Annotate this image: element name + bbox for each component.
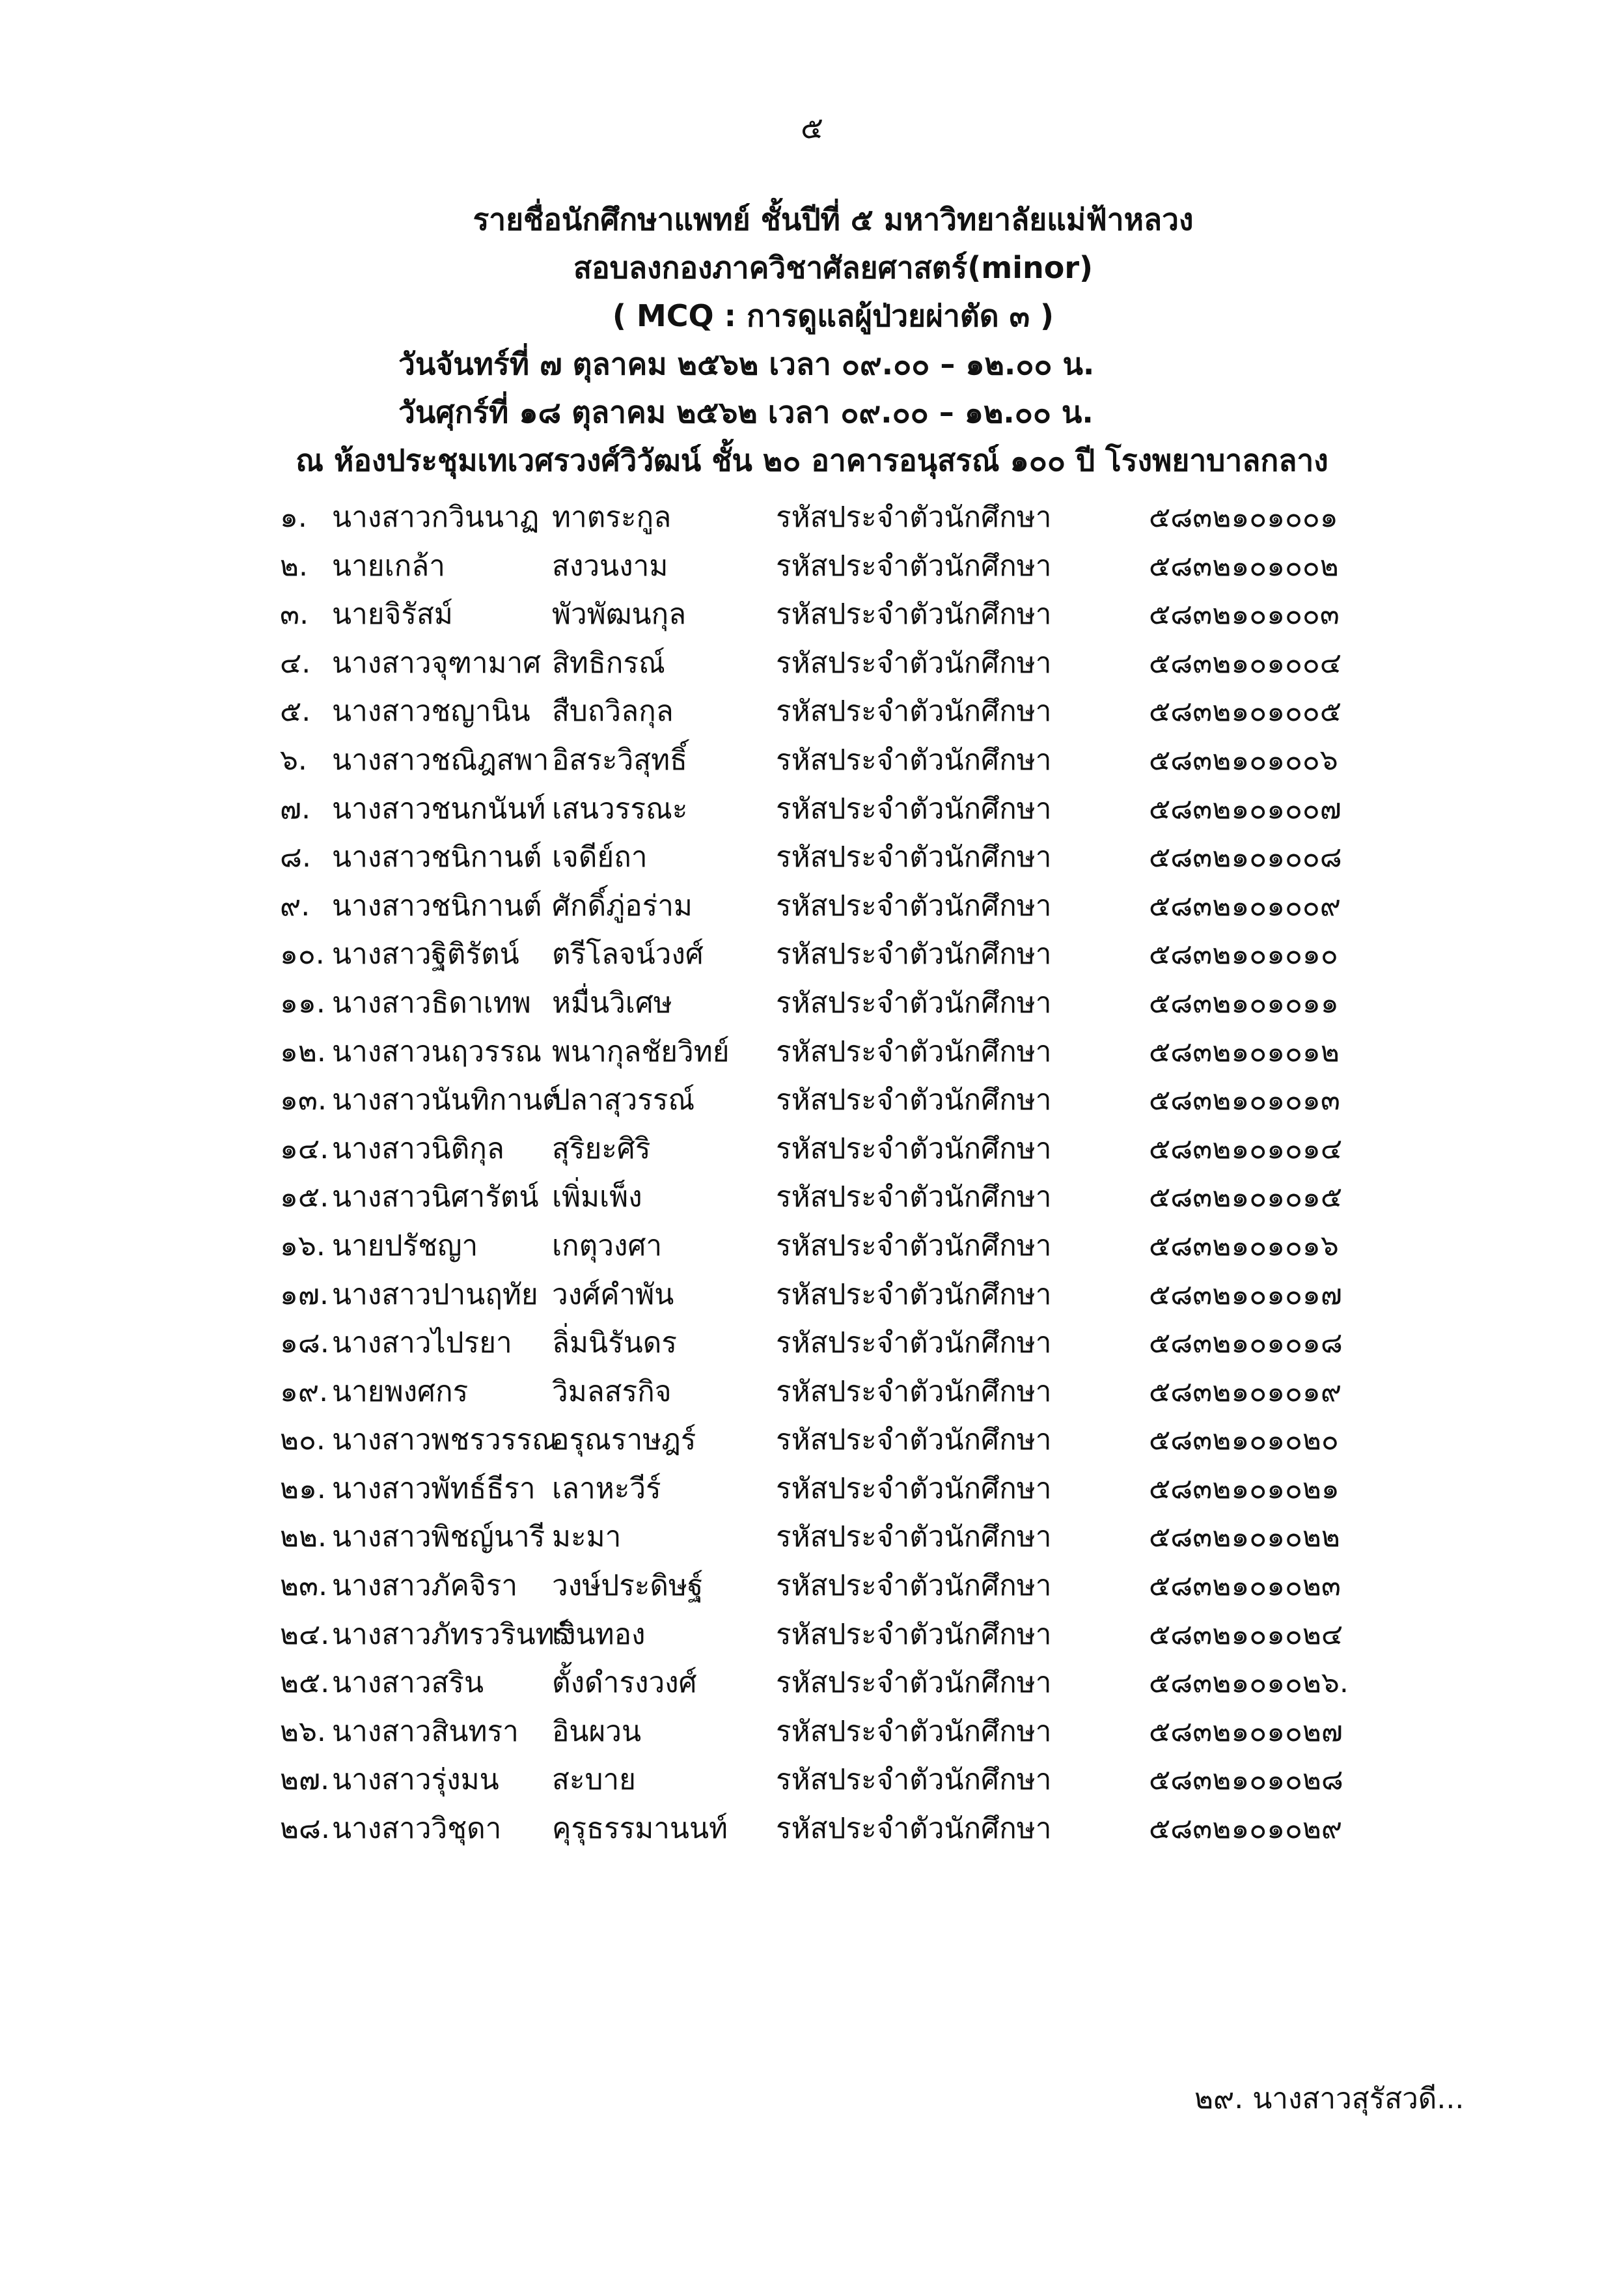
student-last-name: คุรุธรรมานนท์ [552,1812,728,1846]
student-row [280,494,1432,542]
student-number: ๑๖. [280,1229,325,1262]
student-id-label: รหัสประจำตัวนักศึกษา [776,1617,1052,1651]
student-first-name: นางสาวภัทรวรินทร์ [332,1617,570,1651]
student-number: ๑๓. [280,1083,327,1117]
student-id-label: รหัสประจำตัวนักศึกษา [776,549,1052,583]
student-id-label: รหัสประจำตัวนักศึกษา [776,1812,1052,1846]
schedule-session-1: วันจันทร์ที่ ๗ ตุลาคม ๒๕๖๒ เวลา ๐๙.๐๐ – ๑๒.๐๐ น. [398,346,1095,382]
student-row [280,542,1432,591]
student-id: ๕๘๓๒๑๐๑๐๐๖ [1149,743,1338,777]
student-id: ๕๘๓๒๑๐๑๐๑๒ [1149,1035,1340,1068]
student-id-label: รหัสประจำตัวนักศึกษา [776,938,1052,971]
student-row [280,1173,1432,1222]
heading-title-text: รายชื่อนักศึกษาแพทย์ ชั้นปีที่ ๕ มหาวิทยาลัยแม่ฟ้าหลวง [473,202,1194,237]
student-first-name: นางสาวจุฑามาศ [332,646,542,680]
student-id-label: รหัสประจำตัวนักศึกษา [776,1229,1052,1262]
student-first-name: นายเกล้า [332,549,445,583]
student-last-name: ทาตระกูล [552,501,672,534]
student-number: ๒๒. [280,1520,327,1554]
student-first-name: นางสาวกวินนาฏ [332,501,540,534]
student-number: ๑๗. [280,1277,329,1311]
student-last-name: พนากุลชัยวิทย์ [552,1035,730,1068]
student-id: ๕๘๓๒๑๐๑๐๐๔ [1149,646,1342,680]
student-row [280,1513,1432,1562]
student-first-name: นางสาวสริน [332,1666,484,1700]
student-number: ๒๖. [280,1714,326,1748]
student-id: ๕๘๓๒๑๐๑๐๑๖ [1149,1229,1339,1262]
student-row [280,639,1432,688]
student-id-label: รหัสประจำตัวนักศึกษา [776,1132,1052,1165]
student-last-name: เงินทอง [552,1617,646,1651]
student-last-name: ปลาสุวรรณ์ [552,1083,695,1117]
student-number: ๒๑. [280,1471,326,1505]
student-id-label: รหัสประจำตัวนักศึกษา [776,1666,1052,1700]
student-id-label: รหัสประจำตัวนักศึกษา [776,1569,1052,1603]
student-id: ๕๘๓๒๑๐๑๐๐๑ [1149,501,1338,534]
student-row [280,591,1432,639]
student-id-label: รหัสประจำตัวนักศึกษา [776,986,1052,1020]
student-last-name: เพิ่มเพ็ง [552,1180,642,1214]
student-id-label: รหัสประจำตัวนักศึกษา [776,1714,1052,1748]
student-row [280,1028,1432,1077]
student-first-name: นางสาวชญานิน [332,695,530,729]
student-row [280,785,1432,834]
student-row [280,1271,1432,1320]
student-id-label: รหัสประจำตัวนักศึกษา [776,1180,1052,1214]
student-id: ๕๘๓๒๑๐๑๐๐๒ [1149,549,1339,583]
student-last-name: อิสระวิสุทธิ์ [552,743,687,777]
student-row [280,1125,1432,1174]
student-number: ๒๔. [280,1617,330,1651]
page-number: ๕ [801,110,823,145]
student-last-name: เกตุวงศา [552,1229,663,1262]
student-first-name: นางสาววิชุดา [332,1812,502,1846]
student-row [280,979,1432,1028]
student-last-name: มะมา [552,1520,622,1554]
student-id: ๕๘๓๒๑๐๑๐๒๐ [1149,1423,1339,1457]
student-id-label: รหัสประจำตัวนักศึกษา [776,501,1052,534]
student-first-name: นางสาวฐิติรัตน์ [332,938,519,971]
student-id-label: รหัสประจำตัวนักศึกษา [776,1083,1052,1117]
student-row [280,688,1432,736]
student-id-label: รหัสประจำตัวนักศึกษา [776,743,1052,777]
student-first-name: นางสาวพชรวรรณ [332,1423,558,1457]
student-id: ๕๘๓๒๑๐๑๐๑๔ [1149,1132,1343,1165]
student-id: ๕๘๓๒๑๐๑๐๒๑ [1149,1471,1340,1505]
student-first-name: นางสาวชนกนันท์ [332,792,546,826]
student-number: ๖. [280,743,307,777]
heading-title [195,195,1471,244]
student-row [280,882,1432,931]
student-id: ๕๘๓๒๑๐๑๐๑๐ [1149,938,1338,971]
student-last-name: อินผวน [552,1714,642,1748]
student-number: ๗. [280,792,311,826]
student-first-name: นางสาวรุ่งมน [332,1763,499,1797]
student-number: ๒๕. [280,1666,330,1700]
student-row [280,1368,1432,1417]
student-row [280,1659,1432,1708]
student-id-label: รหัสประจำตัวนักศึกษา [776,598,1052,632]
student-number: ๑. [280,501,307,534]
student-number: ๒๗. [280,1763,330,1797]
student-number: ๑๘. [280,1326,329,1360]
student-id: ๕๘๓๒๑๐๑๐๑๕ [1149,1180,1343,1214]
student-first-name: นางสาวพัทธ์ธีรา [332,1471,536,1505]
student-id-label: รหัสประจำตัวนักศึกษา [776,646,1052,680]
student-first-name: นางสาวนิติกุล [332,1132,504,1165]
heading-exam [195,292,1471,340]
heading-subject-text: สอบลงกองภาควิชาศัลยศาสตร์(minor) [573,250,1094,285]
student-last-name: เจดีย์ถา [552,841,648,874]
student-id: ๕๘๓๒๑๐๑๐๒๓ [1149,1569,1341,1603]
student-row [280,1076,1432,1125]
student-id: ๕๘๓๒๑๐๑๐๐๗ [1149,792,1342,826]
student-number: ๔. [280,646,311,680]
student-id-label: รหัสประจำตัวนักศึกษา [776,792,1052,826]
student-last-name: ศักดิ์ภู่อร่าม [552,889,693,923]
student-row [280,1611,1432,1660]
student-last-name: สะบาย [552,1763,636,1797]
student-first-name: นางสาวสินทรา [332,1714,519,1748]
student-row [280,1416,1432,1465]
student-first-name: นางสาวภัคจิรา [332,1569,518,1603]
student-id-label: รหัสประจำตัวนักศึกษา [776,841,1052,874]
student-number: ๓. [280,598,309,632]
student-last-name: วิมลสรกิจ [552,1374,672,1408]
student-id: ๕๘๓๒๑๐๑๐๒๔ [1149,1617,1343,1651]
student-last-name: สุริยะศิริ [552,1132,651,1165]
student-number: ๒๓. [280,1569,328,1603]
heading-subject [195,244,1471,292]
student-number: ๕. [280,695,311,729]
student-row [280,1319,1432,1368]
student-id: ๕๘๓๒๑๐๑๐๑๗ [1149,1277,1342,1311]
student-id-label: รหัสประจำตัวนักศึกษา [776,1520,1052,1554]
student-row [280,736,1432,785]
student-row [280,1222,1432,1271]
heading-exam-text: ( MCQ : การดูแลผู้ป่วยผ่าตัด ๓ ) [612,298,1054,333]
student-last-name: วงษ์ประดิษฐ์ [552,1569,704,1603]
student-last-name: สิทธิกรณ์ [552,646,665,680]
student-last-name: ตรีโลจน์วงศ์ [552,938,704,971]
student-number: ๑๔. [280,1132,329,1165]
student-last-name: วงศ์คำพัน [552,1277,674,1311]
student-first-name: นางสาวนันทิกานต์ [332,1083,561,1117]
student-id-label: รหัสประจำตัวนักศึกษา [776,1277,1052,1311]
student-first-name: นางสาวไปรยา [332,1326,512,1360]
student-number: ๘. [280,841,311,874]
student-first-name: นางสาวชณิฎสพา [332,743,549,777]
student-first-name: นางสาวนฤวรรณ [332,1035,542,1068]
student-row [280,833,1432,882]
student-id: ๕๘๓๒๑๐๑๐๐๘ [1149,841,1342,874]
student-first-name: นางสาวปานฤทัย [332,1277,538,1311]
student-first-name: นางสาวพิชญ์นารี [332,1520,545,1554]
student-first-name: นางสาวชนิกานต์ [332,841,542,874]
student-id-label: รหัสประจำตัวนักศึกษา [776,695,1052,729]
student-list [280,494,1432,1854]
student-number: ๒๘. [280,1812,330,1846]
student-row [280,930,1432,979]
student-row [280,1805,1432,1854]
student-first-name: นายจิรัสม์ [332,598,453,632]
student-id: ๕๘๓๒๑๐๑๐๑๓ [1149,1083,1340,1117]
student-number: ๑๙. [280,1374,329,1408]
student-last-name: หมื่นวิเศษ [552,986,672,1020]
student-id-label: รหัสประจำตัวนักศึกษา [776,1763,1052,1797]
student-id: ๕๘๓๒๑๐๑๐๒๒ [1149,1520,1340,1554]
student-id-label: รหัสประจำตัวนักศึกษา [776,1423,1052,1457]
student-row [280,1465,1432,1514]
student-first-name: นางสาวธิดาเทพ [332,986,531,1020]
student-number: ๑๕. [280,1180,329,1214]
student-id: ๕๘๓๒๑๐๑๐๒๘ [1149,1763,1343,1797]
student-id-label: รหัสประจำตัวนักศึกษา [776,1374,1052,1408]
student-id-label: รหัสประจำตัวนักศึกษา [776,889,1052,923]
student-id: ๕๘๓๒๑๐๑๐๐๙ [1149,889,1341,923]
student-row [280,1708,1432,1757]
student-number: ๙. [280,889,310,923]
student-last-name: ตั้งดำรงวงศ์ [552,1666,697,1700]
student-id: ๕๘๓๒๑๐๑๐๐๕ [1149,695,1342,729]
student-first-name: นายปรัชญา [332,1229,478,1262]
student-last-name: พัวพัฒนกุล [552,598,687,632]
student-first-name: นางสาวชนิกานต์ [332,889,542,923]
student-last-name: สงวนงาม [552,549,668,583]
student-number: ๒๐. [280,1423,325,1457]
student-number: ๑๑. [280,986,325,1020]
student-last-name: อรุณราษฎร์ [552,1423,696,1457]
student-id: ๕๘๓๒๑๐๑๐๑๘ [1149,1326,1343,1360]
student-first-name: นางสาวนิศารัตน์ [332,1180,539,1214]
student-id: ๕๘๓๒๑๐๑๐๒๙ [1149,1812,1343,1846]
student-last-name: เลาหะวีร์ [552,1471,661,1505]
student-first-name: นายพงศกร [332,1374,469,1408]
student-id: ๕๘๓๒๑๐๑๐๑๙ [1149,1374,1342,1408]
student-id: ๕๘๓๒๑๐๑๐๒๗ [1149,1714,1343,1748]
student-id: ๕๘๓๒๑๐๑๐๐๓ [1149,598,1340,632]
continuation-note: ๒๙. นางสาวสุรัสวดี... [1194,2082,1465,2115]
student-row [280,1562,1432,1611]
student-row [280,1756,1432,1805]
student-id: ๕๘๓๒๑๐๑๐๒๖. [1149,1666,1349,1700]
student-id-label: รหัสประจำตัวนักศึกษา [776,1471,1052,1505]
student-last-name: ลิ่มนิรันดร [552,1326,677,1360]
student-number: ๒. [280,549,308,583]
student-id-label: รหัสประจำตัวนักศึกษา [776,1326,1052,1360]
student-last-name: สืบถวิลกุล [552,695,674,729]
student-id-label: รหัสประจำตัวนักศึกษา [776,1035,1052,1068]
exam-venue: ณ ห้องประชุมเทเวศรวงศ์วิวัฒน์ ชั้น ๒๐ อาคารอนุสรณ์ ๑๐๐ ปี โรงพยาบาลกลาง [296,443,1328,478]
student-last-name: เสนวรรณะ [552,792,688,826]
student-number: ๑๐. [280,938,325,971]
student-number: ๑๒. [280,1035,326,1068]
schedule-session-2: วันศุกร์ที่ ๑๘ ตุลาคม ๒๕๖๒ เวลา ๐๙.๐๐ – ๑๒.๐๐ น. [398,395,1094,430]
student-id: ๕๘๓๒๑๐๑๐๑๑ [1149,986,1339,1020]
